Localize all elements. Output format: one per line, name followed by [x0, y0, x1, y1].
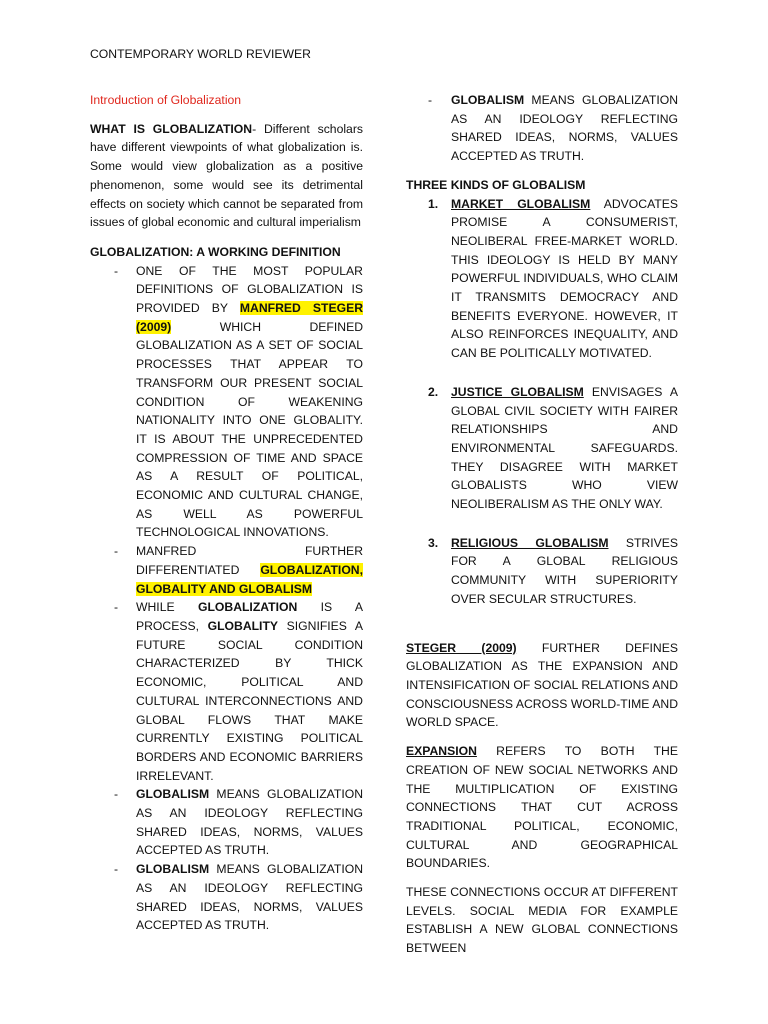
item-text: IS A PROCESS,	[136, 600, 364, 633]
list-item	[90, 262, 363, 543]
dash-bullet: -	[114, 600, 119, 615]
list-item	[406, 91, 678, 166]
list-item	[90, 542, 363, 598]
steger-paragraph	[406, 639, 678, 733]
item-number: 2.	[428, 384, 439, 399]
three-kinds-list	[406, 195, 678, 609]
right-column	[406, 91, 678, 958]
list-item	[406, 534, 678, 609]
item-number: 3.	[428, 535, 439, 550]
dash-bullet: -	[114, 787, 119, 802]
bold-term: RELIGIOUS GLOBALISM	[451, 535, 609, 550]
paragraph-text: REFERS TO BOTH THE CREATION OF NEW SOCIAL NETWORKS AND THE MULTIPLICATION OF EXISTING CONNECTIONS THAT CUT ACROSS TRADITIONAL POLITICAL, ECONOMIC, CULTURAL AND GEOGRAPHICAL BOUNDARIES.	[406, 744, 678, 871]
bold-term: GLOBALISM	[136, 787, 210, 802]
item-text: WHICH DEFINED GLOBALIZATION AS A SET OF SOCIAL PROCESSES THAT APPEAR TO TRANSFORM OUR PRESENT SOCIAL CONDITION OF WEAKENING NATIONALITY INTO ONE GLOBALITY. IT IS ABOUT THE UNPRECEDENTED COMPRESSION OF TIME AND SPACE AS A RESULT OF POLITICAL, ECONOMIC AND CULTURAL CHANGE, AS WELL AS POWERFUL TECHNOLOGICAL INNOVATIONS.	[136, 319, 363, 540]
list-item	[406, 383, 678, 514]
item-text: ONE OF THE MOST POPULAR DEFINITIONS OF GLOBALIZATION IS PROVIDED BY	[136, 263, 363, 316]
dash-bullet: -	[114, 862, 119, 877]
bold-term: STEGER (2009)	[406, 640, 517, 655]
item-text: WHILE	[136, 600, 198, 615]
list-item	[90, 598, 363, 785]
three-kinds-heading: THREE KINDS OF GLOBALISM	[406, 177, 586, 192]
paragraph-text: FURTHER DEFINES GLOBALIZATION AS THE EXPANSION AND INTENSIFICATION OF SOCIAL RELATIONS AND CONSCIOUSNESS ACROSS WORLD-TIME AND WORLD SPACE.	[406, 640, 678, 730]
item-text: MEANS GLOBALIZATION AS AN IDEOLOGY REFLECTING SHARED IDEAS, NORMS, VALUES ACCEPTED AS TRUTH.	[136, 787, 363, 858]
bold-term: GLOBALISM	[136, 862, 210, 877]
working-definition-heading: GLOBALIZATION: A WORKING DEFINITION	[90, 244, 341, 259]
expansion-paragraph	[406, 742, 678, 873]
dash-bullet: -	[114, 263, 119, 278]
list-item	[406, 195, 678, 363]
bold-term: GLOBALISM	[451, 93, 525, 107]
list-item	[90, 785, 363, 860]
item-text: MEANS GLOBALIZATION AS AN IDEOLOGY REFLECTING SHARED IDEAS, NORMS, VALUES ACCEPTED AS TRUTH.	[451, 93, 678, 164]
dash-bullet: -	[428, 93, 433, 107]
dash-bullet: -	[114, 544, 119, 559]
bold-term: EXPANSION	[406, 744, 477, 759]
bold-term: GLOBALIZATION	[197, 600, 298, 615]
item-text: MEANS GLOBALIZATION AS AN IDEOLOGY REFLECTING SHARED IDEAS, NORMS, VALUES ACCEPTED AS TRUTH.	[136, 862, 363, 933]
bold-term: GLOBALITY	[207, 618, 279, 633]
highlighted-term: MANFRED STEGER (2009)	[136, 301, 364, 334]
left-column	[90, 91, 363, 935]
document-title: CONTEMPORARY WORLD REVIEWER	[90, 47, 311, 61]
highlighted-term: GLOBALIZATION, GLOBALITY AND GLOBALISM	[136, 562, 363, 596]
item-text: SIGNIFIES A FUTURE SOCIAL CONDITION CHARACTERIZED BY THICK ECONOMIC, POLITICAL AND CULTURAL INTERCONNECTIONS AND GLOBAL FLOWS THAT MAKE CURRENTLY EXISTING POLITICAL BORDERS AND ECONOMIC BARRIERS IRRELEVANT.	[136, 618, 363, 783]
connections-paragraph: THESE CONNECTIONS OCCUR AT DIFFERENT LEVELS. SOCIAL MEDIA FOR EXAMPLE ESTABLISH A NEW GLOBAL CONNECTIONS BETWEEN	[406, 885, 678, 956]
item-text: ENVISAGES A GLOBAL CIVIL SOCIETY WITH FAIRER RELATIONSHIPS AND ENVIRONMENTAL SAFEGUARDS. THEY DISAGREE WITH MARKET GLOBALISTS WHO VIEW NEOLIBERALISM AS THE ONLY WAY.	[451, 384, 678, 512]
list-item	[90, 860, 363, 935]
what-is-text: - Different scholars have different viewpoints of what globalization is. Some would view globalization as a positive phenomenon, some would see its detrimental effects on society which cannot be separated from issues of global economic and cultural imperialism	[90, 121, 363, 230]
what-is-term: WHAT IS GLOBALIZATION	[90, 121, 253, 136]
item-number: 1.	[428, 196, 439, 211]
bold-term: MARKET GLOBALISM	[451, 196, 591, 211]
item-text: MANFRED FURTHER DIFFERENTIATED	[136, 544, 363, 577]
definition-list	[90, 262, 363, 935]
item-text: STRIVES FOR A GLOBAL RELIGIOUS COMMUNITY WITH SUPERIORITY OVER SECULAR STRUCTURES.	[451, 535, 678, 606]
intro-heading: Introduction of Globalization	[90, 93, 242, 107]
item-text: ADVOCATES PROMISE A CONSUMERIST, NEOLIBERAL FREE-MARKET WORLD. THIS IDEOLOGY IS HELD BY MANY POWERFUL INDIVIDUALS, WHO CLAIM IT TRANSMITS DEMOCRACY AND BENEFITS EVERYONE. HOWEVER, IT ALSO REINFORCES INEQUALITY, AND CAN BE POLITICALLY MOTIVATED.	[451, 196, 678, 361]
bold-term: JUSTICE GLOBALISM	[451, 384, 584, 399]
globalism-list	[406, 91, 678, 166]
what-is-paragraph	[90, 120, 363, 232]
